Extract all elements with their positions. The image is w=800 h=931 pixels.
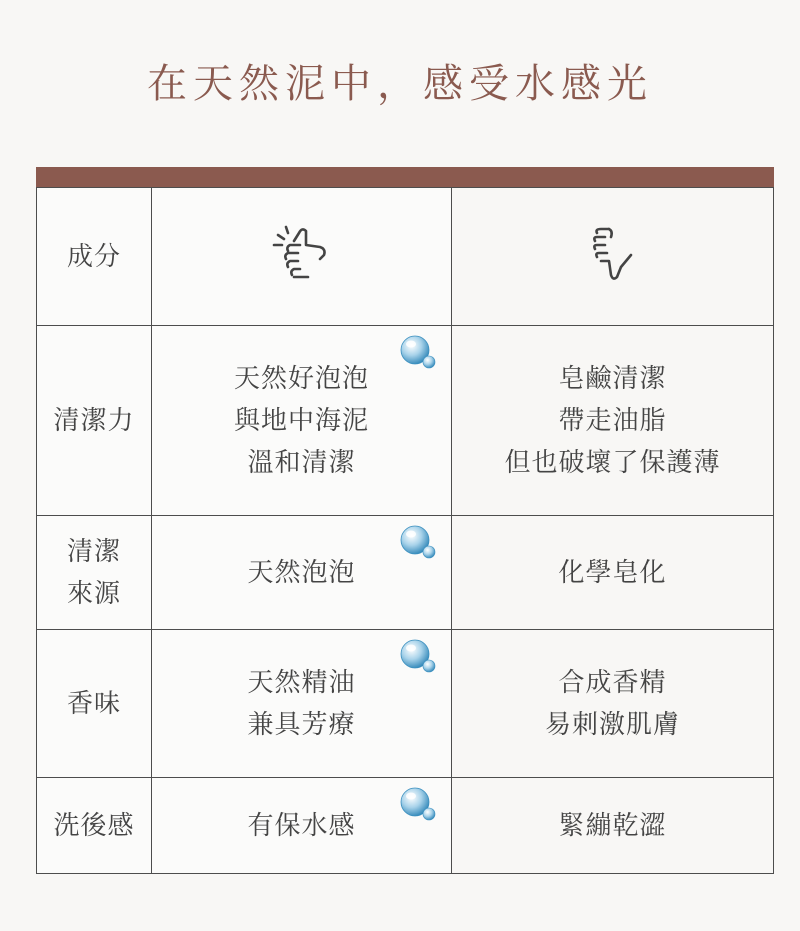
row-label-ingredients (37, 188, 152, 326)
good-cell (152, 778, 452, 874)
comparison-table (36, 167, 774, 874)
row-label-text: 洗後感 (53, 810, 135, 841)
bubble-icon (399, 786, 437, 824)
bad-text-line: 緊繃乾澀 (558, 810, 667, 841)
table-row-scent (37, 630, 774, 778)
row-label-text: 來源 (66, 578, 121, 609)
good-text-line: 與地中海泥 (233, 405, 369, 436)
bad-text-line: 合成香精 (558, 667, 667, 698)
row-label-text: 清潔 (66, 536, 121, 567)
good-text-line: 兼具芳療 (247, 709, 356, 740)
good-column-header (152, 188, 452, 326)
bad-text-line: 但也破壞了保護薄 (504, 447, 721, 478)
table-row-ingredients (37, 188, 774, 326)
page-title: 在天然泥中，感受水感光 (147, 61, 653, 107)
good-text-line: 溫和清潔 (247, 447, 356, 478)
bad-cell (452, 778, 774, 874)
table-row-cleansing-source (37, 516, 774, 630)
row-label-cleansing-source (37, 516, 152, 630)
good-text-line: 天然泡泡 (247, 557, 356, 588)
bad-text-line: 皂鹼清潔 (558, 363, 667, 394)
good-cell (152, 516, 452, 630)
row-label-text: 成分 (66, 241, 121, 272)
bubble-icon (399, 334, 437, 372)
good-text-line: 有保水感 (247, 810, 356, 841)
table-row-after-wash (37, 778, 774, 874)
thumbs-down-icon (575, 219, 651, 294)
table-row-cleansing-power (37, 326, 774, 516)
bad-cell (452, 630, 774, 778)
good-cell (152, 326, 452, 516)
row-label-cleansing-power (37, 326, 152, 516)
good-text-line: 天然精油 (247, 667, 356, 698)
bubble-icon (399, 524, 437, 562)
good-cell (152, 630, 452, 778)
row-label-after-wash (37, 778, 152, 874)
bad-column-header (452, 188, 774, 326)
comparison-grid (36, 187, 774, 874)
good-text-line: 天然好泡泡 (233, 363, 369, 394)
row-label-text: 清潔力 (53, 405, 135, 436)
bubble-icon (399, 638, 437, 676)
bad-cell (452, 516, 774, 630)
table-header-bar (36, 167, 774, 187)
thumbs-up-icon (264, 219, 340, 294)
bad-cell (452, 326, 774, 516)
row-label-text: 香味 (66, 688, 121, 719)
row-label-scent (37, 630, 152, 778)
bad-text-line: 易刺激肌膚 (544, 709, 680, 740)
bad-text-line: 化學皂化 (558, 557, 667, 588)
bad-text-line: 帶走油脂 (558, 405, 667, 436)
